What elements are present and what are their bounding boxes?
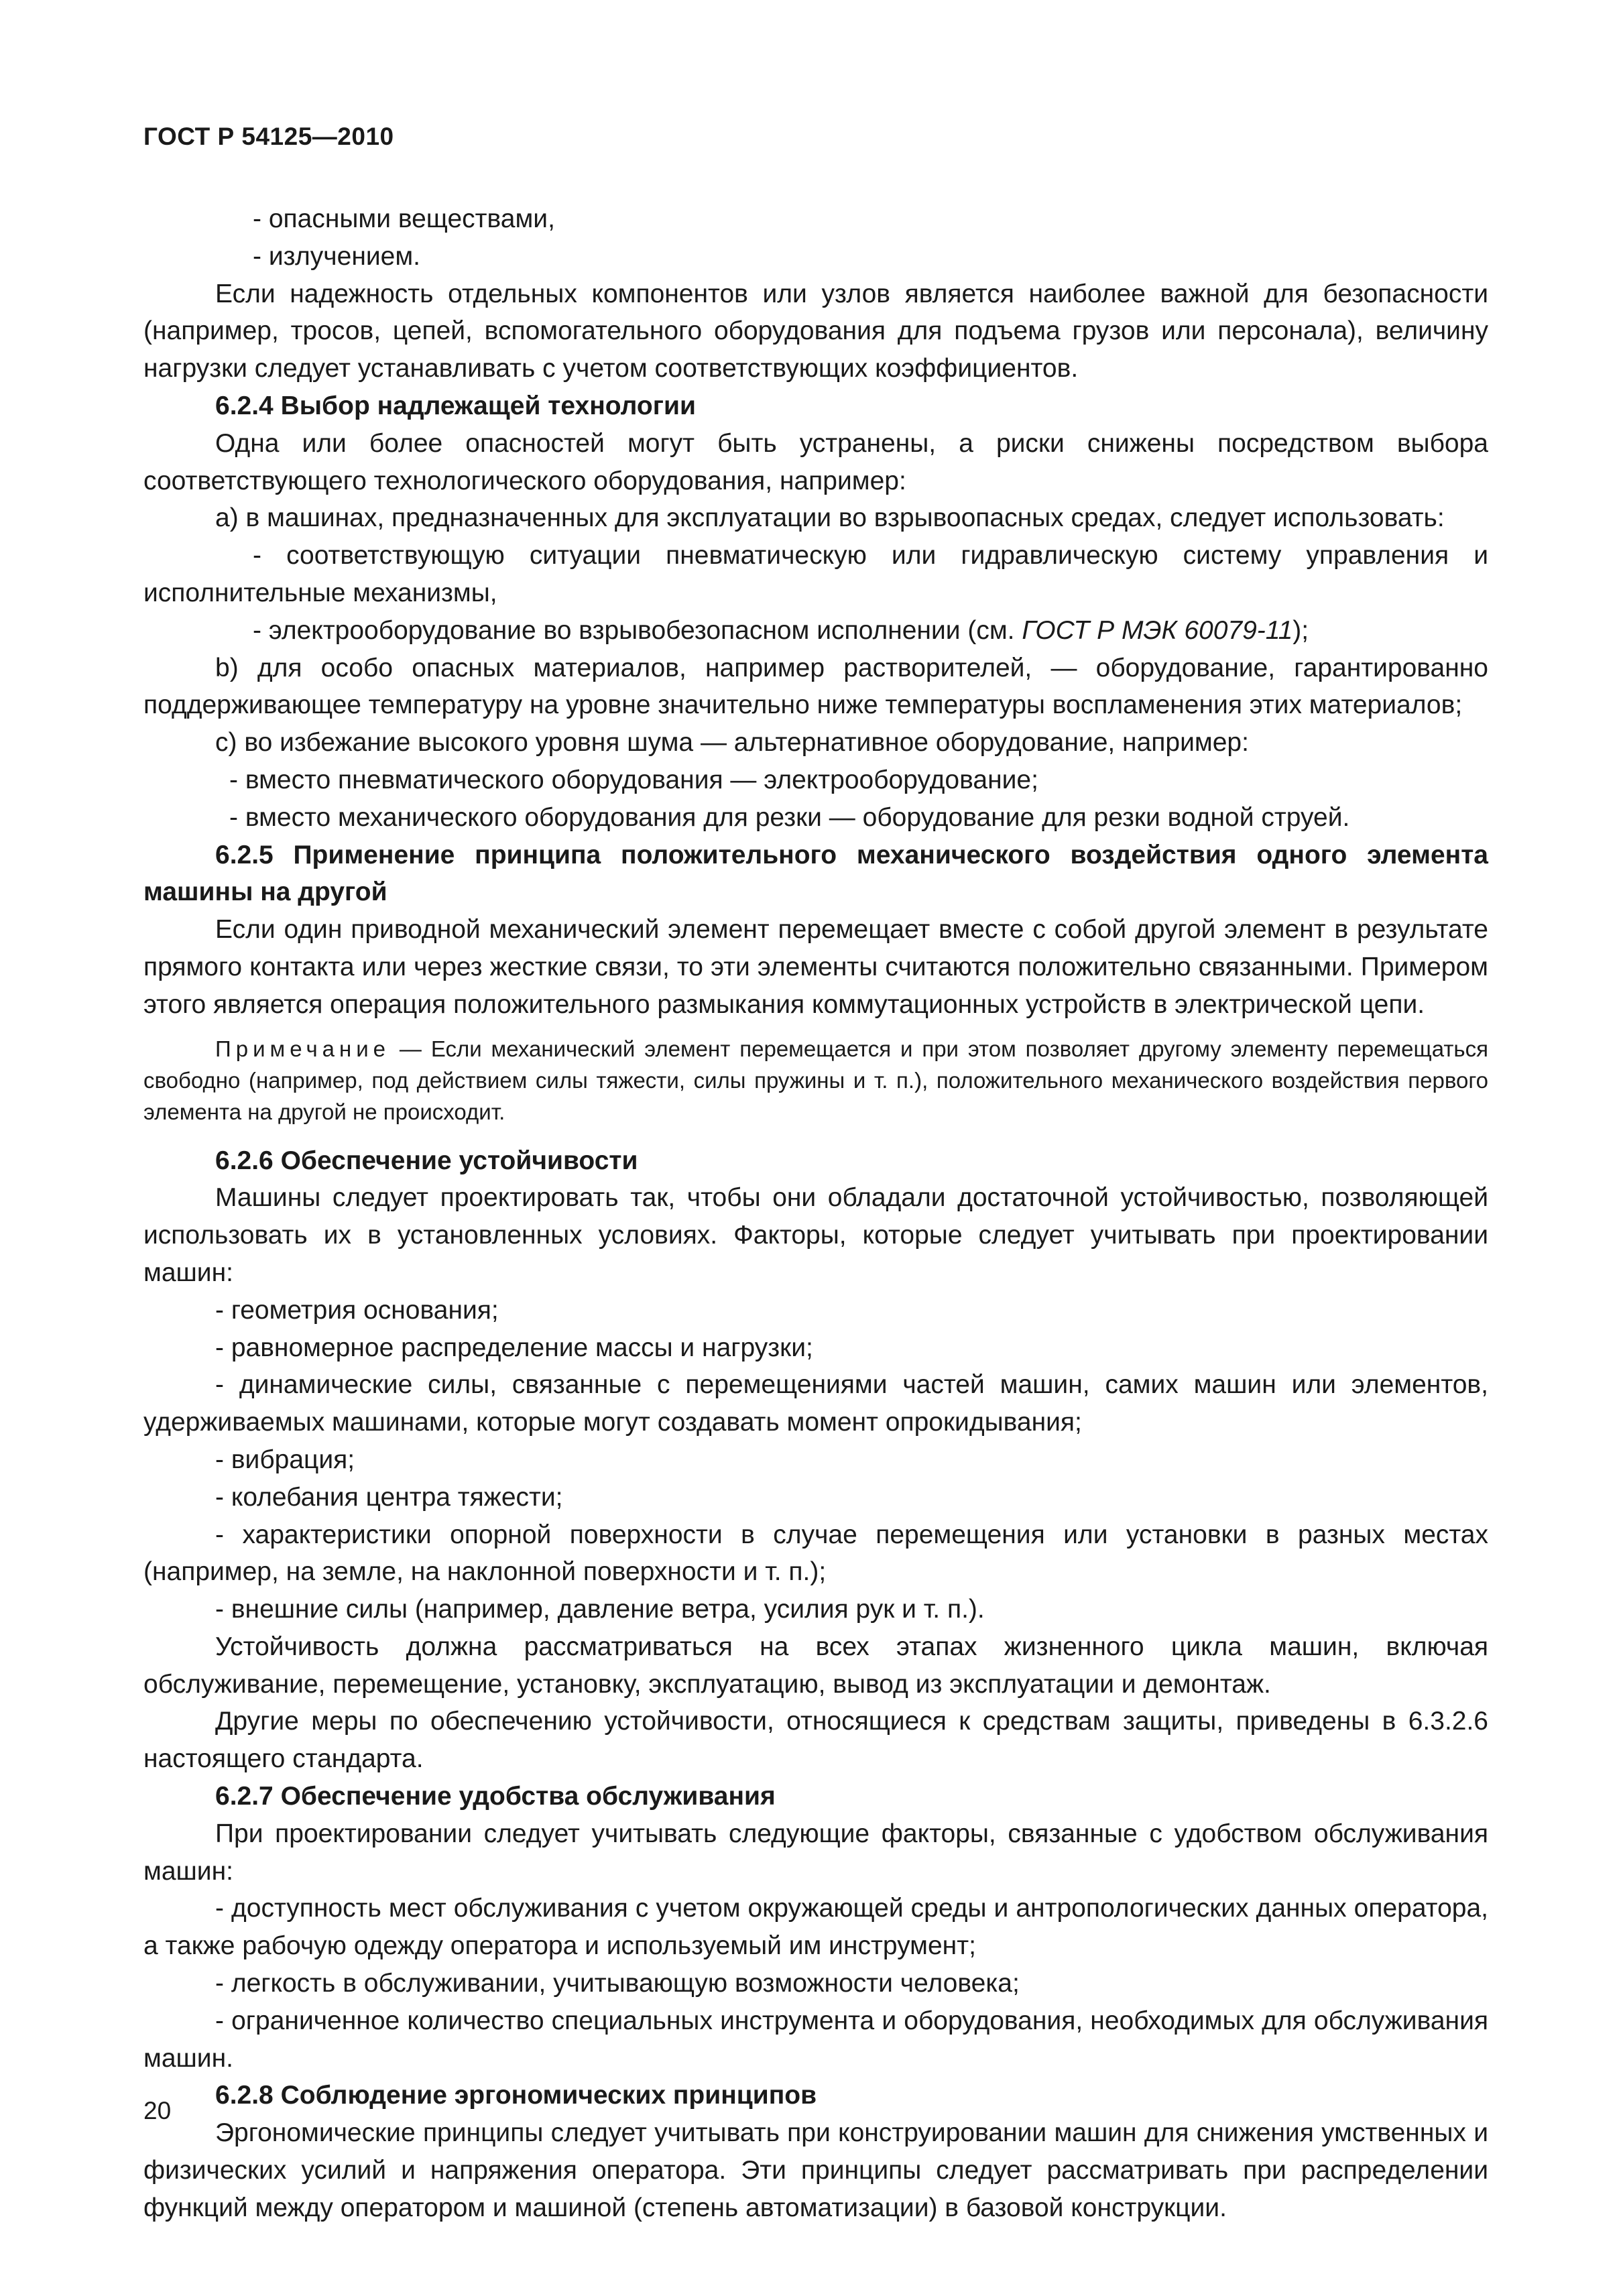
list-item: - характеристики опорной поверхности в случае перемещения или установки в разных местах (например, на земле, на наклонной поверхности и т. п.);	[143, 1520, 1488, 1587]
list-item-text-end: );	[1293, 615, 1309, 645]
paragraph: Если надежность отдельных компонентов или узлов является наиболее важной для безопасности (например, тросов, цепей, вспомогательного оборудования для подъема грузов или персонала), величину нагрузки следует устанавливать с учетом соответствующих коэффициентов.	[143, 279, 1488, 383]
list-item: - легкость в обслуживании, учитывающую возможности человека;	[215, 1969, 1020, 1998]
list-item-c: с) во избежание высокого уровня шума — альтернативное оборудование, например:	[215, 728, 1249, 758]
note-text: — Если механический элемент перемещается и при этом позволяет другому элементу перемещаться свободно (например, под действием силы тяжести, силы пружины и т. п.), положительного механического воздействия первого элемента на другой не происходит.	[143, 1036, 1488, 1124]
list-item: - ограниченное количество специальных инструмента и оборудования, необходимых для обслуживания машин.	[143, 2006, 1488, 2073]
list-item: - внешние силы (например, давление ветра, усилия рук и т. п.).	[215, 1595, 985, 1624]
list-item: - колебания центра тяжести;	[215, 1482, 563, 1512]
list-item-with-reference	[143, 612, 1488, 650]
list-item-b: b) для особо опасных материалов, например растворителей, — оборудование, гарантированно поддерживающее температуру на уровне значительно ниже температуры воспламенения этих материалов;	[143, 653, 1488, 720]
list-item: - соответствующую ситуации пневматическую или гидравлическую систему управления и исполнительные механизмы,	[143, 541, 1488, 607]
paragraph: Одна или более опасностей могут быть устранены, а риски снижены посредством выбора соответствующего технологического оборудования, например:	[143, 428, 1488, 495]
section-heading-6-2-8: 6.2.8 Соблюдение эргономических принципов	[215, 2081, 817, 2110]
list-item: - динамические силы, связанные с перемещениями частей машин, самих машин или элементов, удерживаемых машинами, которые могут создавать момент опрокидывания;	[143, 1370, 1488, 1437]
list-item: - излучением.	[253, 241, 420, 271]
paragraph: Другие меры по обеспечению устойчивости, относящиеся к средствам защиты, приведены в 6.3.2.6 настоящего стандарта.	[143, 1707, 1488, 1774]
list-item: - равномерное распределение массы и нагрузки;	[215, 1333, 813, 1362]
list-item: - вместо пневматического оборудования — электрооборудование;	[229, 765, 1038, 794]
paragraph: При проектировании следует учитывать следующие факторы, связанные с удобством обслуживания машин:	[143, 1819, 1488, 1886]
paragraph: Устойчивость должна рассматриваться на всех этапах жизненного цикла машин, включая обслуживание, перемещение, установку, эксплуатацию, вывод из эксплуатации и демонтаж.	[143, 1632, 1488, 1699]
paragraph: Если один приводной механический элемент перемещает вместе с собой другой элемент в результате прямого контакта или через жесткие связи, то эти элементы считаются положительно связанными. Примером этого является операция положительного размыкания коммутационных устройств в электрической цепи.	[143, 915, 1488, 1019]
list-item: - вибрация;	[215, 1445, 355, 1474]
section-heading-6-2-5: 6.2.5 Применение принципа положительного механического воздействия одного элемента машины на другой	[143, 840, 1488, 907]
section-heading-6-2-7: 6.2.7 Обеспечение удобства обслуживания	[215, 1782, 776, 1811]
section-heading-6-2-4: 6.2.4 Выбор надлежащей технологии	[215, 391, 696, 420]
note	[143, 1033, 1488, 1128]
list-item: - опасными веществами,	[253, 204, 555, 233]
page-number: 20	[143, 2097, 172, 2124]
list-item-text: - электрооборудование во взрывобезопасном исполнении (см.	[253, 615, 1022, 645]
list-item: - геометрия основания;	[215, 1295, 499, 1325]
note-label: Примечание	[215, 1036, 391, 1061]
paragraph: Эргономические принципы следует учитывать при конструировании машин для снижения умственных и физических усилий и напряжения оператора. Эти принципы следует рассматривать при распределении функций между оператором и машиной (степень автоматизации) в базовой конструкции.	[143, 2118, 1488, 2222]
list-item-a: а) в машинах, предназначенных для эксплуатации во взрывоопасных средах, следует использовать:	[215, 503, 1445, 533]
paragraph: Машины следует проектировать так, чтобы они обладали достаточной устойчивостью, позволяющей использовать их в установленных условиях. Факторы, которые следует учитывать при проектировании машин:	[143, 1183, 1488, 1287]
document-header: ГОСТ Р 54125—2010	[143, 123, 394, 150]
standard-reference-link[interactable]: ГОСТ Р МЭК 60079-11	[1022, 615, 1293, 645]
list-item: - вместо механического оборудования для резки — оборудование для резки водной струей.	[229, 802, 1350, 832]
document-body	[143, 200, 1488, 2227]
list-item: - доступность мест обслуживания с учетом окружающей среды и антропологических данных оператора, а также рабочую одежду оператора и используемый им инструмент;	[143, 1894, 1488, 1961]
section-heading-6-2-6: 6.2.6 Обеспечение устойчивости	[215, 1146, 638, 1175]
